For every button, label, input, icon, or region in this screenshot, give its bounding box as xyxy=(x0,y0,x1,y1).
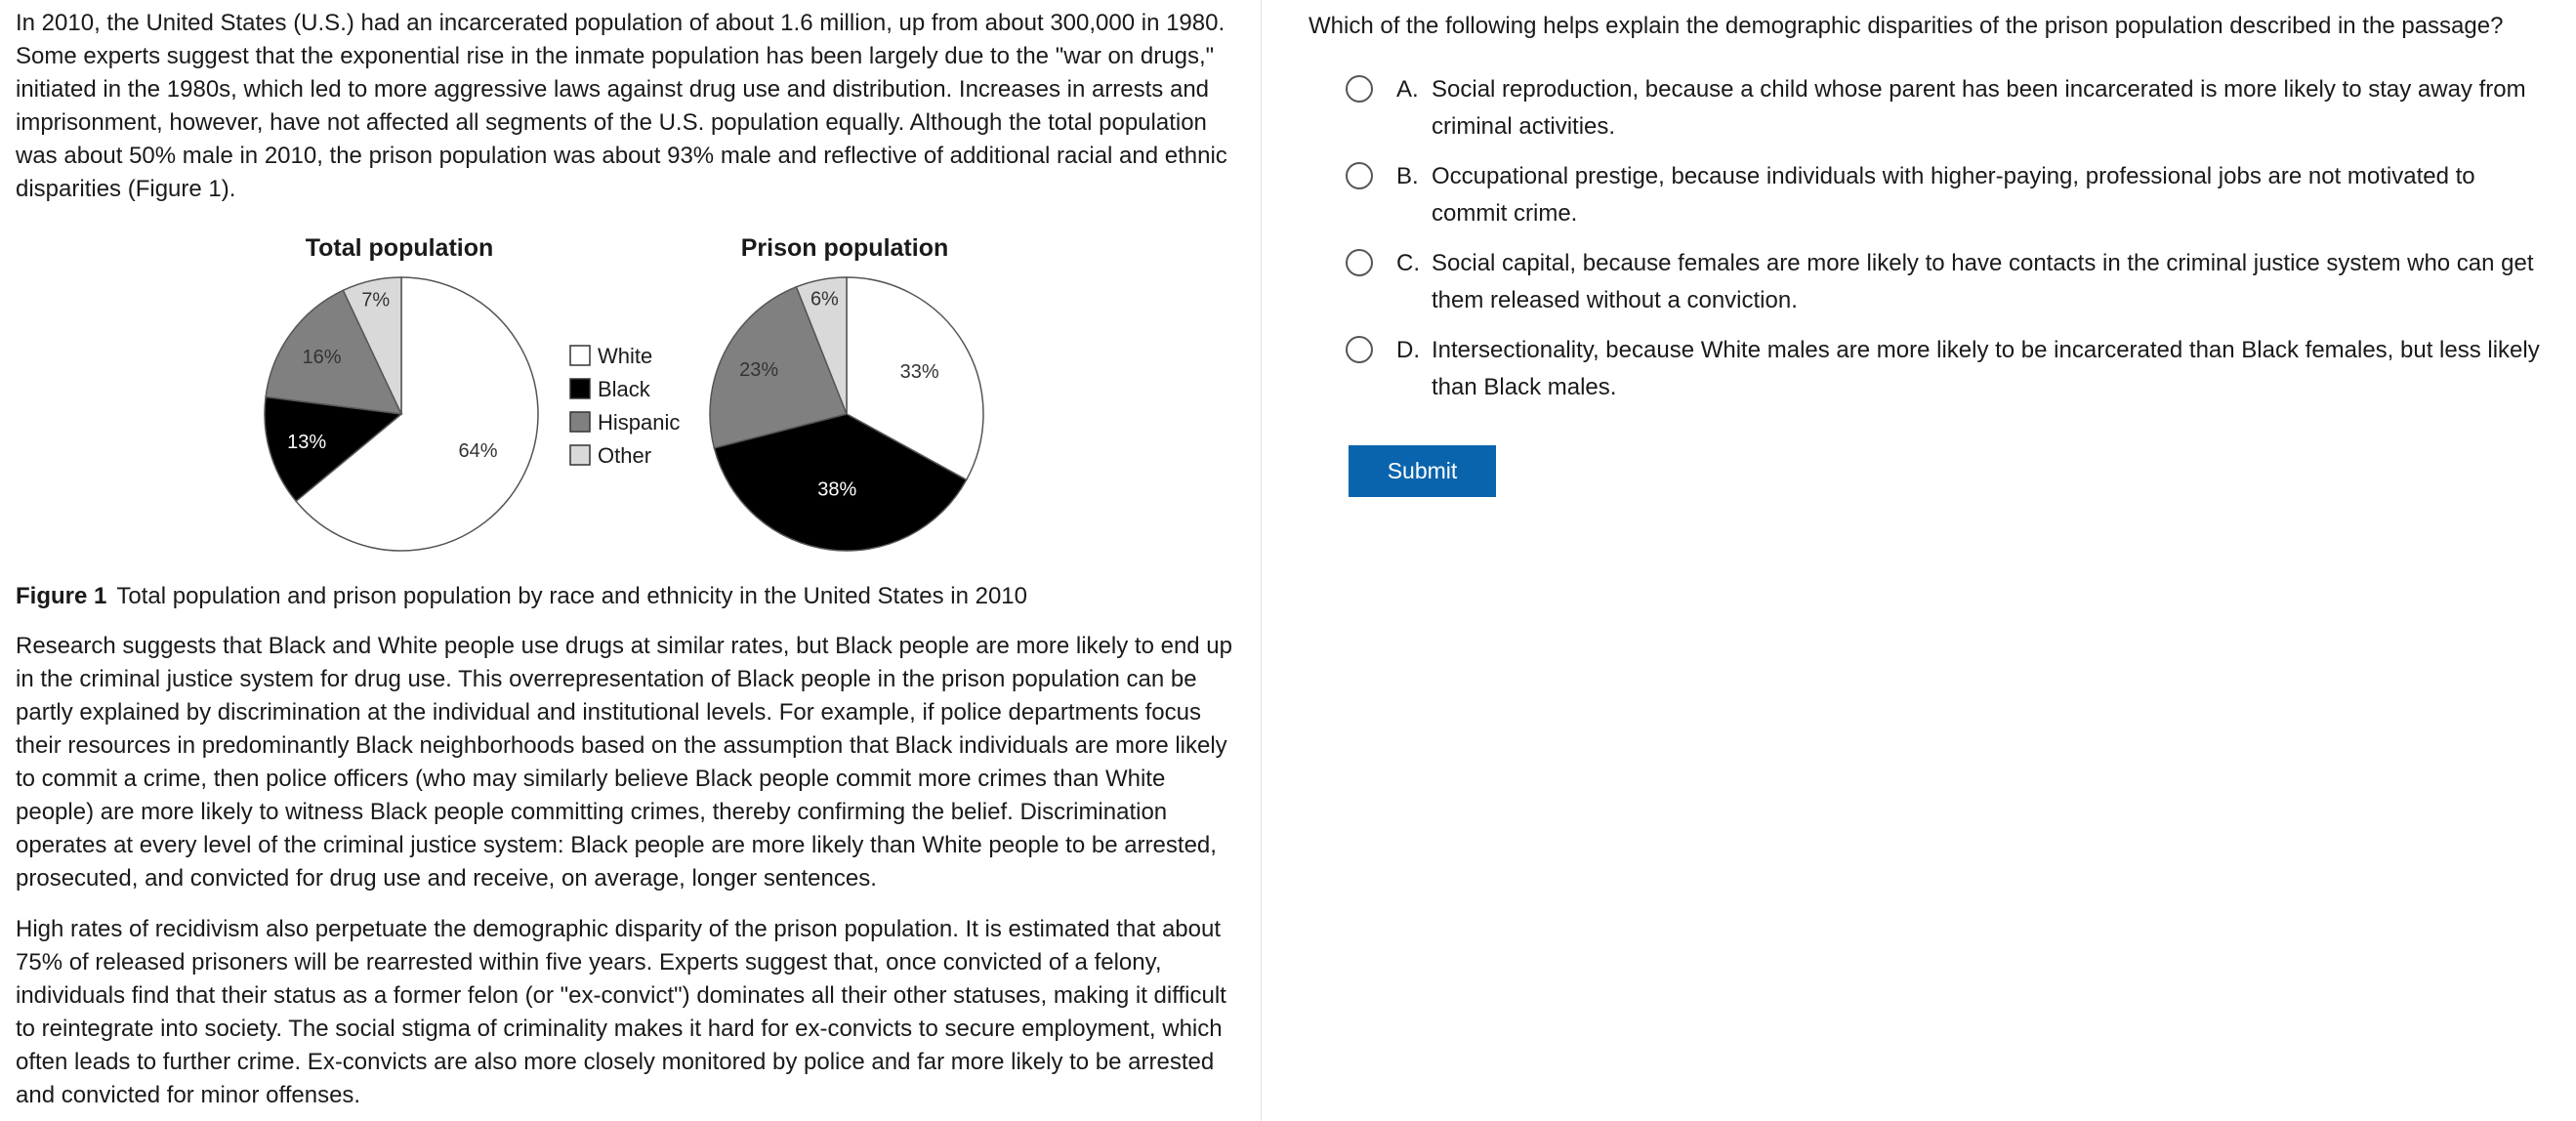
legend-label: White xyxy=(598,344,653,368)
chart-legend xyxy=(570,344,680,468)
legend-swatch-hispanic xyxy=(570,412,590,432)
passage-paragraph-2: Research suggests that Black and White people use drugs at similar rates, but Black people are more likely to end up in the criminal justice system for drug use. This overrepresentation of Black people in the prison population can be partly explained by discrimination at the individual and institutional levels. For example, if police departments focus their resources in predominantly Black neighborhoods based on the assumption that Black individuals are more likely to commit a crime, then police officers (who may similarly believe Black people commit more crimes than White people) are more likely to witness Black people committing crimes, thereby confirming the belief. Discrimination operates at every level of the criminal justice system: Black people are more likely than White people to be arrested, prosecuted, and convicted for drug use and receive, on average, longer sentences. xyxy=(16,633,1232,892)
pie-title: Total population xyxy=(305,234,494,262)
passage-paragraph-3: High rates of recidivism also perpetuate the demographic disparity of the prison population. It is estimated that about 75% of released prisoners will be rearrested within five years. Experts suggest that, once convicted of a felony, individuals find that their status as a former felon (or "ex-convict") dominates all their other statuses, making it difficult to reintegrate into society. The social stigma of criminality makes it hard for ex-convicts to secure employment, which often leads to further crime. Ex-convicts are also more closely monitored by police and far more likely to be arrested and convicted for minor offenses. xyxy=(16,916,1226,1108)
option-letter: A. xyxy=(1396,76,1419,103)
legend-swatch-other xyxy=(570,445,590,465)
pie-data-label: 33% xyxy=(899,360,939,383)
pie-total-population xyxy=(265,234,538,551)
submit-button[interactable]: Submit xyxy=(1349,445,1496,497)
question-stem: Which of the following helps explain the demographic disparities of the prison population described in the passage? xyxy=(1309,13,2504,39)
passage-paragraph-1: In 2010, the United States (U.S.) had an incarcerated population of about 1.6 million, up from about 300,000 in 1980. Some experts suggest that the exponential rise in the inmate population has been largely due to the "war on drugs," initiated in the 1980s, which led to more aggressive laws against drug use and distribution. Increases in arrests and imprisonment, however, have not affected all segments of the U.S. population equally. Although the total population was about 50% male in 2010, the prison population was about 93% male and reflective of additional racial and ethnic disparities (Figure 1). xyxy=(16,10,1227,202)
figure-caption-text: Total population and prison population by race and ethnicity in the United States in 2010 xyxy=(116,583,1027,609)
pie-data-label: 13% xyxy=(287,432,327,454)
option-text: Occupational prestige, because individuals with higher-paying, professional jobs are not motivated to commit crime. xyxy=(1432,163,2475,227)
radio-button-d[interactable] xyxy=(1346,336,1373,363)
question-pane xyxy=(1263,0,2576,1121)
option-letter: B. xyxy=(1396,163,1419,189)
radio-button-c[interactable] xyxy=(1346,249,1373,276)
option-text: Social capital, because females are more likely to have contacts in the criminal justice system who can get them released without a conviction. xyxy=(1432,250,2534,313)
option-text: Social reproduction, because a child whose parent has been incarcerated is more likely to stay away from criminal activities. xyxy=(1432,76,2526,140)
figure-1 xyxy=(16,223,1236,574)
legend-swatch-white xyxy=(570,346,590,365)
pie-data-label: 64% xyxy=(458,440,498,462)
pie-data-label: 38% xyxy=(817,478,857,501)
pie-data-label: 7% xyxy=(361,289,391,311)
pie-title: Prison population xyxy=(740,234,949,262)
pie-data-label: 6% xyxy=(810,288,839,311)
option-letter: C. xyxy=(1396,250,1420,276)
legend-label: Other xyxy=(598,443,652,468)
pie-prison-population xyxy=(710,234,983,551)
figure-label: Figure 1 xyxy=(16,583,107,609)
pie-data-label: 23% xyxy=(739,359,779,382)
legend-label: Black xyxy=(598,377,650,401)
figure-caption xyxy=(16,580,1027,613)
option-letter: D. xyxy=(1396,337,1420,363)
legend-label: Hispanic xyxy=(598,410,681,435)
radio-button-b[interactable] xyxy=(1346,162,1373,189)
radio-button-a[interactable] xyxy=(1346,75,1373,103)
pie-data-label: 16% xyxy=(302,346,342,368)
passage-pane xyxy=(0,0,1262,1121)
legend-swatch-black xyxy=(570,379,590,398)
option-text: Intersectionality, because White males are more likely to be incarcerated than Black females, but less likely than Black males. xyxy=(1432,337,2540,400)
